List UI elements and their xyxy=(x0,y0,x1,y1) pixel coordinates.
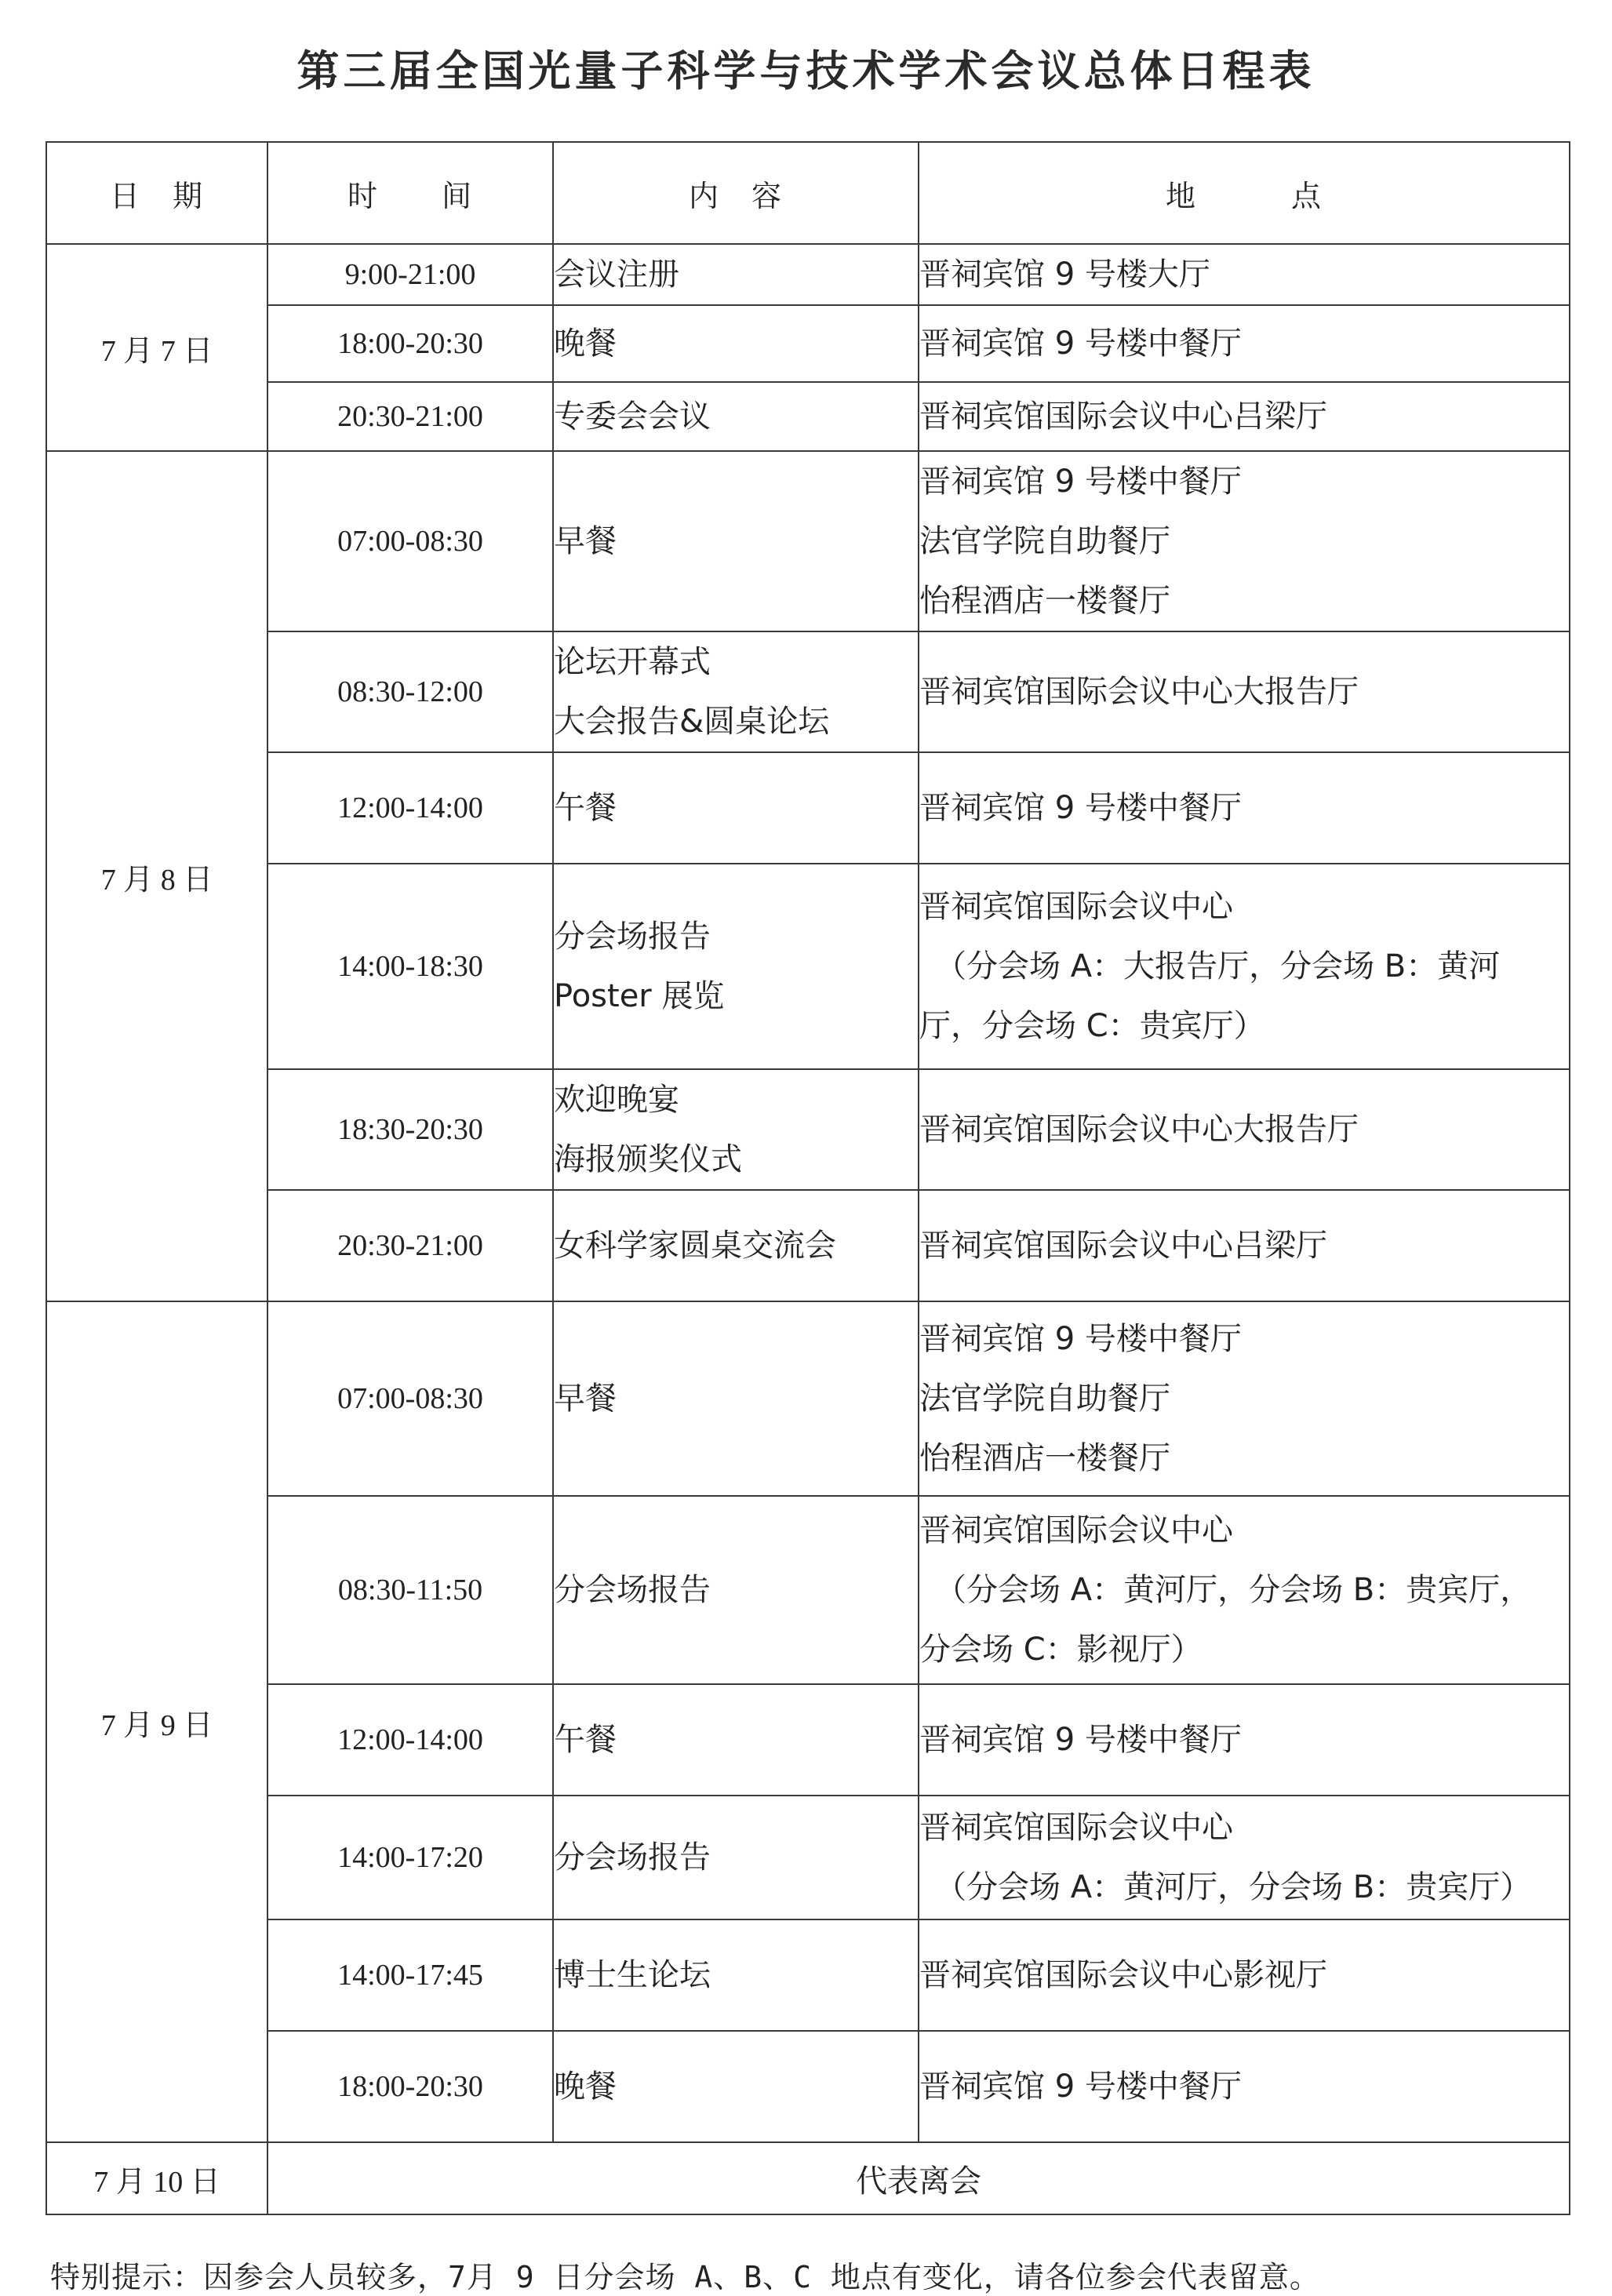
place-cell xyxy=(919,631,1570,752)
content-cell xyxy=(553,864,919,1069)
date-cell: 7 月 7 日 xyxy=(46,244,267,451)
schedule-row xyxy=(46,382,1570,451)
place-line: 晋祠宾馆国际会议中心大报告厅 xyxy=(919,674,1359,710)
header-row xyxy=(46,142,1570,244)
schedule-row xyxy=(46,752,1570,864)
content-cell xyxy=(553,382,919,451)
place-line: 晋祠宾馆国际会议中心吕梁厅 xyxy=(919,1228,1327,1264)
departure-cell: 代表离会 xyxy=(267,2142,1570,2214)
place-line: 晋祠宾馆国际会议中心大报告厅 xyxy=(919,1112,1359,1148)
schedule-body xyxy=(46,244,1570,2214)
place-line: （分会场 A：大报告厅，分会场 B：黄河 xyxy=(935,948,1501,984)
place-cell xyxy=(919,1684,1570,1796)
content-line: 大会报告&圆桌论坛 xyxy=(554,704,830,740)
content-line: 晚餐 xyxy=(554,326,617,362)
content-line: 分会场报告 xyxy=(554,1572,711,1608)
time-cell: 08:30-11:50 xyxy=(267,1496,553,1684)
time-cell: 18:00-20:30 xyxy=(267,2031,553,2142)
place-line: 法官学院自助餐厅 xyxy=(919,1381,1170,1417)
content-line: 早餐 xyxy=(554,523,617,559)
time-cell: 08:30-12:00 xyxy=(267,631,553,752)
place-line: 晋祠宾馆国际会议中心 xyxy=(919,1512,1233,1548)
place-cell xyxy=(919,1190,1570,1301)
place-line: 晋祠宾馆国际会议中心 xyxy=(919,889,1233,925)
time-cell: 20:30-21:00 xyxy=(267,1190,553,1301)
content-line: 会议注册 xyxy=(554,257,679,293)
content-line: 论坛开幕式 xyxy=(554,644,711,680)
place-cell xyxy=(919,2031,1570,2142)
schedule-row xyxy=(46,451,1570,631)
content-cell xyxy=(553,2031,919,2142)
schedule-row xyxy=(46,1190,1570,1301)
content-line: 专委会会议 xyxy=(554,398,711,435)
place-line: 晋祠宾馆 9 号楼中餐厅 xyxy=(919,790,1242,826)
header-date: 日 期 xyxy=(46,142,267,244)
time-cell: 20:30-21:00 xyxy=(267,382,553,451)
place-cell xyxy=(919,305,1570,382)
place-line: 晋祠宾馆国际会议中心 xyxy=(919,1810,1233,1846)
schedule-row xyxy=(46,244,1570,305)
place-line: 晋祠宾馆 9 号楼中餐厅 xyxy=(919,1321,1242,1357)
schedule-row xyxy=(46,1919,1570,2031)
content-line: Poster 展览 xyxy=(554,978,725,1014)
place-line: （分会场 A：黄河厅，分会场 B：贵宾厅， xyxy=(935,1572,1532,1608)
schedule-row xyxy=(46,631,1570,752)
place-cell xyxy=(919,1919,1570,2031)
content-line: 午餐 xyxy=(554,1722,617,1758)
schedule-row xyxy=(46,1496,1570,1684)
content-cell xyxy=(553,1301,919,1496)
content-cell xyxy=(553,1496,919,1684)
content-line: 欢迎晚宴 xyxy=(554,1082,679,1118)
content-line: 海报颁奖仪式 xyxy=(554,1141,742,1177)
schedule-row xyxy=(46,1684,1570,1796)
content-line: 博士生论坛 xyxy=(554,1957,711,1993)
content-cell xyxy=(553,305,919,382)
place-cell xyxy=(919,1496,1570,1684)
content-line: 分会场报告 xyxy=(554,919,711,955)
schedule-row xyxy=(46,1796,1570,1919)
content-cell xyxy=(553,1069,919,1190)
place-line: 晋祠宾馆国际会议中心吕梁厅 xyxy=(919,398,1327,435)
time-cell: 14:00-18:30 xyxy=(267,864,553,1069)
schedule-row xyxy=(46,1069,1570,1190)
place-cell xyxy=(919,1796,1570,1919)
content-line: 晚餐 xyxy=(554,2069,617,2105)
place-cell xyxy=(919,1301,1570,1496)
place-cell xyxy=(919,382,1570,451)
content-cell xyxy=(553,752,919,864)
content-cell xyxy=(553,631,919,752)
content-cell xyxy=(553,244,919,305)
header-place: 地 点 xyxy=(919,142,1570,244)
time-cell: 12:00-14:00 xyxy=(267,752,553,864)
content-line: 女科学家圆桌交流会 xyxy=(554,1228,836,1264)
time-cell: 14:00-17:45 xyxy=(267,1919,553,2031)
place-cell xyxy=(919,864,1570,1069)
date-cell: 7 月 9 日 xyxy=(46,1301,267,2142)
place-line: 晋祠宾馆 9 号楼中餐厅 xyxy=(919,2069,1242,2105)
content-line: 分会场报告 xyxy=(554,1839,711,1876)
content-cell xyxy=(553,1919,919,2031)
place-line: 晋祠宾馆 9 号楼中餐厅 xyxy=(919,326,1242,362)
place-cell xyxy=(919,1069,1570,1190)
place-cell xyxy=(919,451,1570,631)
place-line: 晋祠宾馆 9 号楼中餐厅 xyxy=(919,464,1242,500)
content-line: 早餐 xyxy=(554,1381,617,1417)
time-cell: 14:00-17:20 xyxy=(267,1796,553,1919)
schedule-row xyxy=(46,864,1570,1069)
page-title: 第三届全国光量子科学与技术学术会议总体日程表 xyxy=(297,45,1315,96)
place-cell xyxy=(919,752,1570,864)
header-time: 时 间 xyxy=(267,142,553,244)
content-line: 午餐 xyxy=(554,790,617,826)
place-cell xyxy=(919,244,1570,305)
time-cell: 18:00-20:30 xyxy=(267,305,553,382)
place-line: 晋祠宾馆 9 号楼中餐厅 xyxy=(919,1722,1242,1758)
time-cell: 12:00-14:00 xyxy=(267,1684,553,1796)
date-cell: 7 月 8 日 xyxy=(46,451,267,1301)
date-cell: 7 月 10 日 xyxy=(46,2142,267,2214)
place-line: 晋祠宾馆 9 号楼大厅 xyxy=(919,257,1210,293)
place-line: （分会场 A：黄河厅，分会场 B：贵宾厅） xyxy=(935,1869,1532,1905)
time-cell: 9:00-21:00 xyxy=(267,244,553,305)
place-line: 晋祠宾馆国际会议中心影视厅 xyxy=(919,1957,1327,1993)
time-cell: 18:30-20:30 xyxy=(267,1069,553,1190)
schedule-row xyxy=(46,1301,1570,1496)
time-cell: 07:00-08:30 xyxy=(267,451,553,631)
departure-row xyxy=(46,2142,1570,2214)
schedule-table xyxy=(45,141,1570,2215)
place-line: 怡程酒店一楼餐厅 xyxy=(919,1440,1170,1476)
place-line: 分会场 C：影视厅） xyxy=(919,1632,1203,1668)
schedule-row xyxy=(46,305,1570,382)
content-cell xyxy=(553,1796,919,1919)
content-cell xyxy=(553,451,919,631)
place-line: 怡程酒店一楼餐厅 xyxy=(919,583,1170,619)
content-cell xyxy=(553,1190,919,1301)
place-line: 法官学院自助餐厅 xyxy=(919,523,1170,559)
content-cell xyxy=(553,1684,919,1796)
header-content: 内 容 xyxy=(553,142,919,244)
special-note: 特别提示：因参会人员较多，7月 9 日分会场 A、B、C 地点有变化，请各位参会代表留意。 xyxy=(50,2260,1320,2294)
schedule-row xyxy=(46,2031,1570,2142)
place-line: 厅，分会场 C：贵宾厅） xyxy=(919,1008,1265,1044)
time-cell: 07:00-08:30 xyxy=(267,1301,553,1496)
